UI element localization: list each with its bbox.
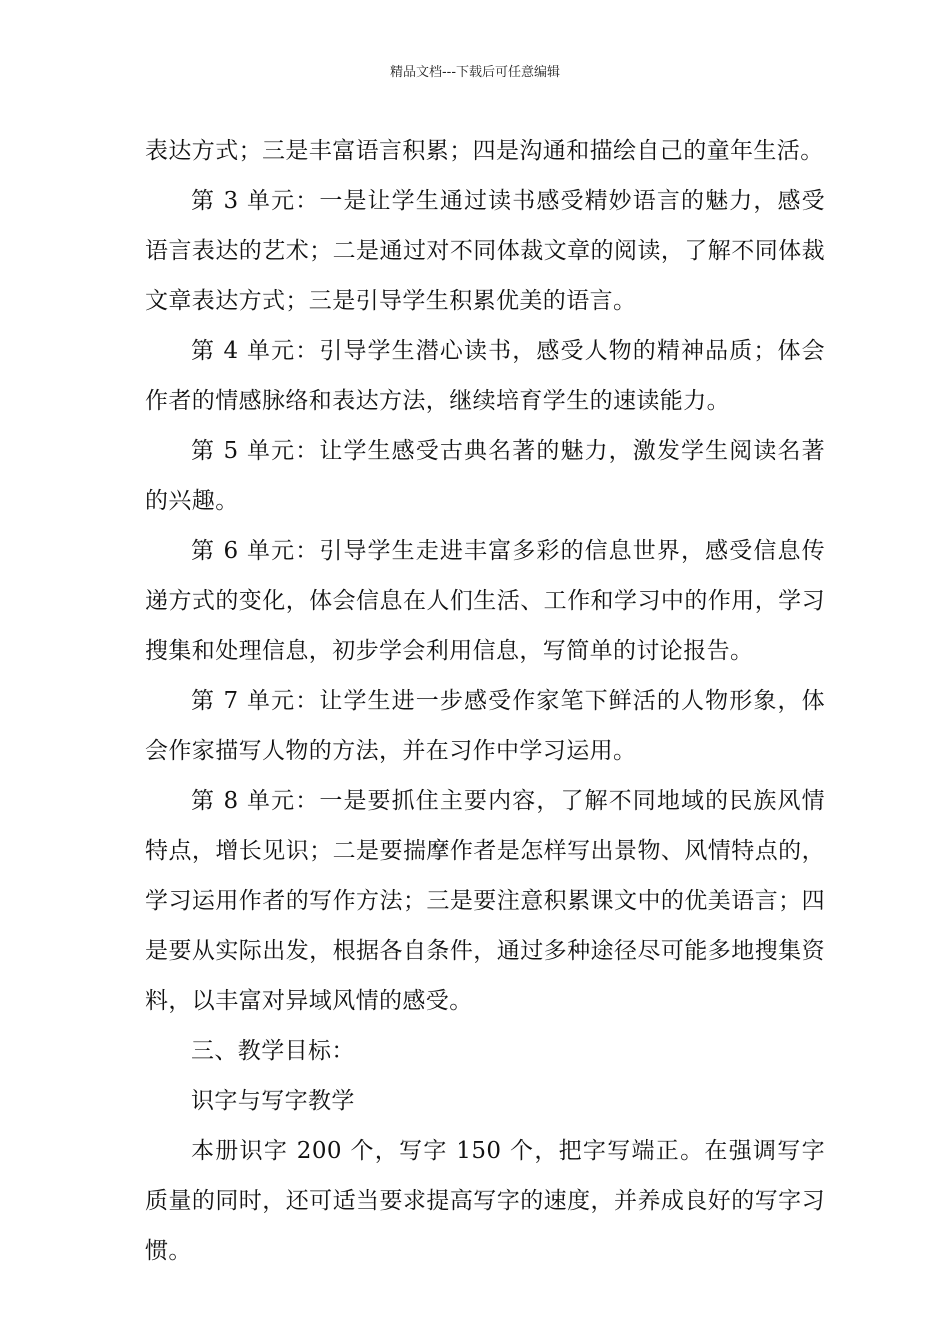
paragraph-unit-6: 第 6 单元：引导学生走进丰富多彩的信息世界，感受信息传递方式的变化，体会信息在人们生活、工作和学习中的作用，学习搜集和处理信息，初步学会利用信息，写简单的讨论报告。 <box>145 538 825 664</box>
paragraph-unit-4: 第 4 单元：引导学生潜心读书，感受人物的精神品质；体会作者的情感脉络和表达方法，继续培育学生的速读能力。 <box>145 338 825 414</box>
paragraph-unit-5: 第 5 单元：让学生感受古典名著的魅力，激发学生阅读名著的兴趣。 <box>145 438 825 514</box>
page-header: 精品文档---下载后可任意编辑 <box>389 65 561 80</box>
document-body <box>145 126 825 1276</box>
paragraph-literacy-goal: 本册识字 200 个，写字 150 个，把字写端正。在强调写字质量的同时，还可适当要求提高写字的速度，并养成良好的写字习惯。 <box>145 1138 825 1264</box>
paragraph-unit-8: 第 8 单元：一是要抓住主要内容，了解不同地域的民族风情特点，增长见识；二是要揣摩作者是怎样写出景物、风情特点的，学习运用作者的写作方法；三是要注意积累课文中的优美语言；四是要从实际出发，根据各自条件，通过多种途径尽可能多地搜集资料，以丰富对异域风情的感受。 <box>145 788 825 1014</box>
paragraph-unit-7: 第 7 单元：让学生进一步感受作家笔下鲜活的人物形象，体会作家描写人物的方法，并在习作中学习运用。 <box>145 688 825 764</box>
paragraph-1: 表达方式；三是丰富语言积累；四是沟通和描绘自己的童年生活。 <box>145 138 824 164</box>
section-heading-teaching-goals: 三、教学目标： <box>191 1038 355 1064</box>
paragraph-unit-3: 第 3 单元：一是让学生通过读书感受精妙语言的魅力，感受语言表达的艺术；二是通过对不同体裁文章的阅读，了解不同体裁文章表达方式；三是引导学生积累优美的语言。 <box>145 188 825 314</box>
subheading-literacy-writing: 识字与写字教学 <box>191 1088 355 1114</box>
